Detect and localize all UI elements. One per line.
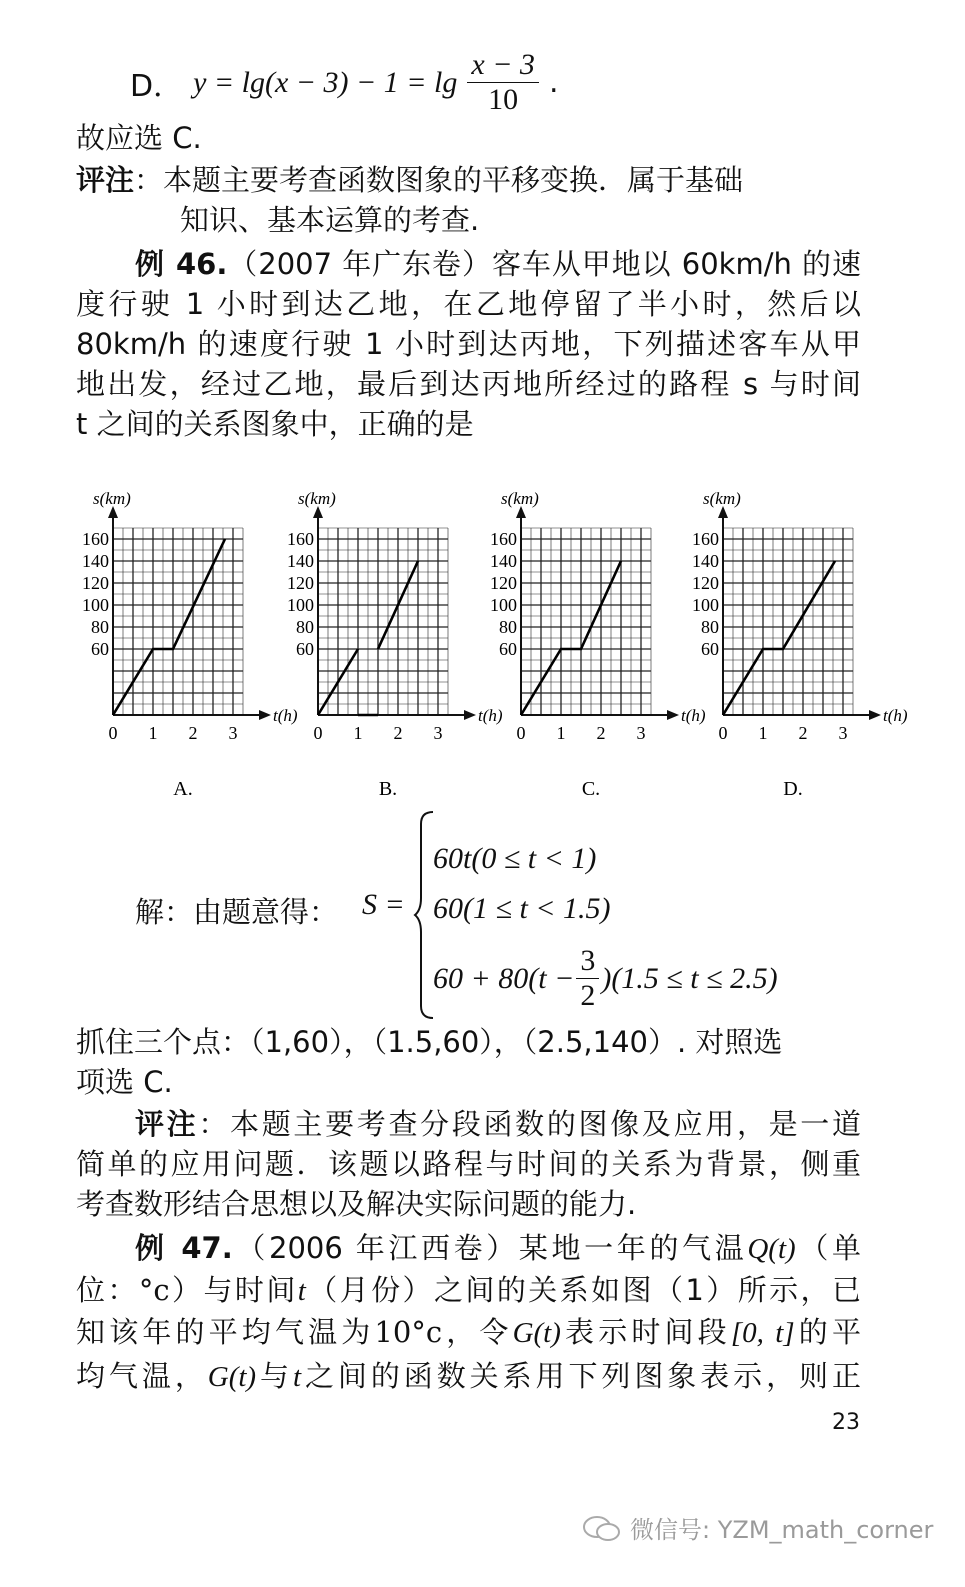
y-tick-label: 120 xyxy=(287,573,314,593)
answer-graphs xyxy=(82,489,908,805)
x-axis-arrow xyxy=(667,710,679,720)
example-47-label: 例 47. xyxy=(135,1231,233,1265)
x-axis-arrow xyxy=(869,710,881,720)
y-tick-label: 140 xyxy=(287,551,314,571)
problem-line-5: t 之间的关系图象中，正确的是 xyxy=(76,407,474,441)
y-tick-label: 80 xyxy=(296,617,314,637)
y-tick-label: 100 xyxy=(692,595,719,615)
comment2-text: ：本题主要考查分段函数的图像及应用，是一道 xyxy=(198,1107,861,1141)
x-axis-label: t(h) xyxy=(273,706,298,725)
x-tick-label: 1 xyxy=(148,723,158,743)
comment2-label: 评注 xyxy=(135,1107,199,1141)
x-tick-label: 0 xyxy=(108,723,118,743)
example-47-unit: （单 xyxy=(795,1231,861,1265)
text-fragment: ，令 xyxy=(442,1315,513,1349)
example-47-line-3 xyxy=(76,1312,861,1353)
text-fragment: （月份）之间的关系如图（1）所示，已 xyxy=(305,1273,861,1307)
y-tick-label: 160 xyxy=(82,529,109,549)
y-tick-label: 140 xyxy=(490,551,517,571)
solution-s: S = xyxy=(362,888,405,921)
option-label: B. xyxy=(378,778,398,800)
x-tick-label: 2 xyxy=(596,723,606,743)
problem-line-4: 地出发，经过乙地，最后到达丙地所经过的路程 s 与时间 xyxy=(76,367,861,401)
case-2: 60(1 ≤ t < 1.5) xyxy=(433,892,611,925)
example-46-text: （2007 年广东卷）客车从甲地以 60km/h 的速 xyxy=(227,247,861,281)
option-label: A. xyxy=(173,778,193,800)
x-axis-label: t(h) xyxy=(883,706,908,725)
x-tick-label: 3 xyxy=(838,723,848,743)
graph-a xyxy=(82,489,298,805)
x-tick-label: 3 xyxy=(636,723,646,743)
x-axis-label: t(h) xyxy=(681,706,706,725)
fraction-numerator: x − 3 xyxy=(467,48,539,83)
y-tick-label: 120 xyxy=(82,573,109,593)
y-axis-label: s(km) xyxy=(501,489,539,508)
comment-line-1 xyxy=(76,160,861,200)
problem-line-2: 度行驶 1 小时到达乙地，在乙地停留了半小时，然后以 xyxy=(76,287,861,321)
case-1: 60t(0 ≤ t < 1) xyxy=(433,842,597,875)
example-47-line-4 xyxy=(76,1356,861,1397)
answer-line-2: 项选 C. xyxy=(76,1065,173,1099)
text-fragment: ）与时间 xyxy=(169,1273,298,1307)
var-t-2: t xyxy=(292,1361,302,1393)
case-3-start: 60 + 80(t − xyxy=(433,961,575,995)
example-47-line-2 xyxy=(76,1270,861,1311)
comment2-line-3: 考查数形结合思想以及解决实际问题的能力. xyxy=(76,1187,637,1221)
option-label: D. xyxy=(783,778,803,800)
interval: [0, t] xyxy=(730,1317,795,1349)
x-tick-label: 1 xyxy=(758,723,768,743)
option-d-expression: y = lg(x − 3) − 1 = lg xyxy=(193,65,458,99)
example-47-title xyxy=(135,1228,861,1269)
wechat-icon xyxy=(582,1513,622,1543)
y-tick-label: 160 xyxy=(287,529,314,549)
option-d-fraction xyxy=(467,48,539,117)
text-fragment: 之间的函数关系用下列图象表示，则正 xyxy=(301,1359,861,1393)
x-tick-label: 2 xyxy=(188,723,198,743)
case-3-denominator: 2 xyxy=(580,979,596,1012)
text-fragment: 知该年的平均气温为 xyxy=(76,1315,375,1349)
x-tick-label: 0 xyxy=(313,723,323,743)
page-number: 23 xyxy=(832,1410,860,1435)
y-tick-label: 140 xyxy=(82,551,109,571)
answer-line: 故应选 C. xyxy=(76,121,202,155)
x-tick-label: 1 xyxy=(556,723,566,743)
y-axis-label: s(km) xyxy=(93,489,131,508)
var-t: t xyxy=(297,1275,306,1307)
comment-text: ：本题主要考查函数图象的平移变换．属于基础 xyxy=(134,163,744,197)
piecewise-solution xyxy=(135,810,835,1020)
case-3 xyxy=(433,944,778,1013)
text-fragment: 位： xyxy=(76,1273,139,1307)
text-fragment: 的平 xyxy=(794,1315,861,1349)
fraction-denominator: 10 xyxy=(488,83,519,116)
y-tick-label: 100 xyxy=(82,595,109,615)
text-fragment: 表示时间段 xyxy=(560,1315,731,1349)
q-of-t: Q(t) xyxy=(747,1233,796,1265)
y-tick-label: 160 xyxy=(490,529,517,549)
y-axis-label: s(km) xyxy=(298,489,336,508)
y-tick-label: 60 xyxy=(499,639,517,659)
example-47-text: （2006 年江西卷）某地一年的气温 xyxy=(232,1231,748,1265)
comment2-line-2: 简单的应用问题．该题以路程与时间的关系为背景，侧重 xyxy=(76,1147,861,1181)
y-tick-label: 60 xyxy=(296,639,314,659)
solution-lead: 解：由题意得： xyxy=(135,895,339,929)
y-tick-label: 80 xyxy=(701,617,719,637)
text-fragment: 与 xyxy=(256,1359,293,1393)
case-3-fraction xyxy=(576,944,599,1013)
y-tick-label: 140 xyxy=(692,551,719,571)
y-tick-label: 120 xyxy=(490,573,517,593)
g-of-t: G(t) xyxy=(512,1317,561,1349)
y-tick-label: 120 xyxy=(692,573,719,593)
graph-d xyxy=(692,489,908,805)
case-3-numerator: 3 xyxy=(576,944,599,979)
y-tick-label: 160 xyxy=(692,529,719,549)
comment-label: 评注 xyxy=(76,163,135,197)
comment2-line-1 xyxy=(135,1104,861,1144)
y-tick-label: 60 xyxy=(701,639,719,659)
y-tick-label: 100 xyxy=(490,595,517,615)
y-tick-label: 60 xyxy=(91,639,109,659)
graph-b xyxy=(287,489,503,805)
option-d-formula xyxy=(130,48,558,117)
example-46-title xyxy=(135,244,861,284)
case-3-end: )(1.5 ≤ t ≤ 2.5) xyxy=(601,961,778,995)
x-tick-label: 3 xyxy=(433,723,443,743)
comment-line-2: 知识、基本运算的考查. xyxy=(180,203,480,237)
graph-c xyxy=(490,489,706,805)
watermark-text: 微信号: YZM_math_corner xyxy=(630,1516,934,1544)
x-tick-label: 0 xyxy=(516,723,526,743)
x-tick-label: 0 xyxy=(718,723,728,743)
option-label: C. xyxy=(581,778,601,800)
x-axis-label: t(h) xyxy=(478,706,503,725)
x-axis-arrow xyxy=(464,710,476,720)
text-fragment: 均气温， xyxy=(76,1359,208,1393)
x-axis-arrow xyxy=(259,710,271,720)
y-axis-label: s(km) xyxy=(703,489,741,508)
option-d-period: . xyxy=(548,65,559,100)
watermark xyxy=(582,1510,933,1545)
y-tick-label: 100 xyxy=(287,595,314,615)
y-tick-label: 80 xyxy=(91,617,109,637)
problem-line-3: 80km/h 的速度行驶 1 小时到达丙地，下列描述客车从甲 xyxy=(76,327,861,361)
example-46-label: 例 46. xyxy=(135,247,228,281)
g-of-t-2: G(t) xyxy=(207,1361,257,1393)
x-tick-label: 2 xyxy=(393,723,403,743)
degree-c: °c xyxy=(138,1273,170,1307)
key-points-line: 抓住三个点：（1,60），（1.5,60），（2.5,140）. 对照选 xyxy=(76,1025,783,1059)
avg-temp: 10°c xyxy=(374,1315,443,1349)
x-tick-label: 1 xyxy=(353,723,363,743)
y-tick-label: 80 xyxy=(499,617,517,637)
x-tick-label: 2 xyxy=(798,723,808,743)
option-d-label: D． xyxy=(130,68,184,104)
x-tick-label: 3 xyxy=(228,723,238,743)
